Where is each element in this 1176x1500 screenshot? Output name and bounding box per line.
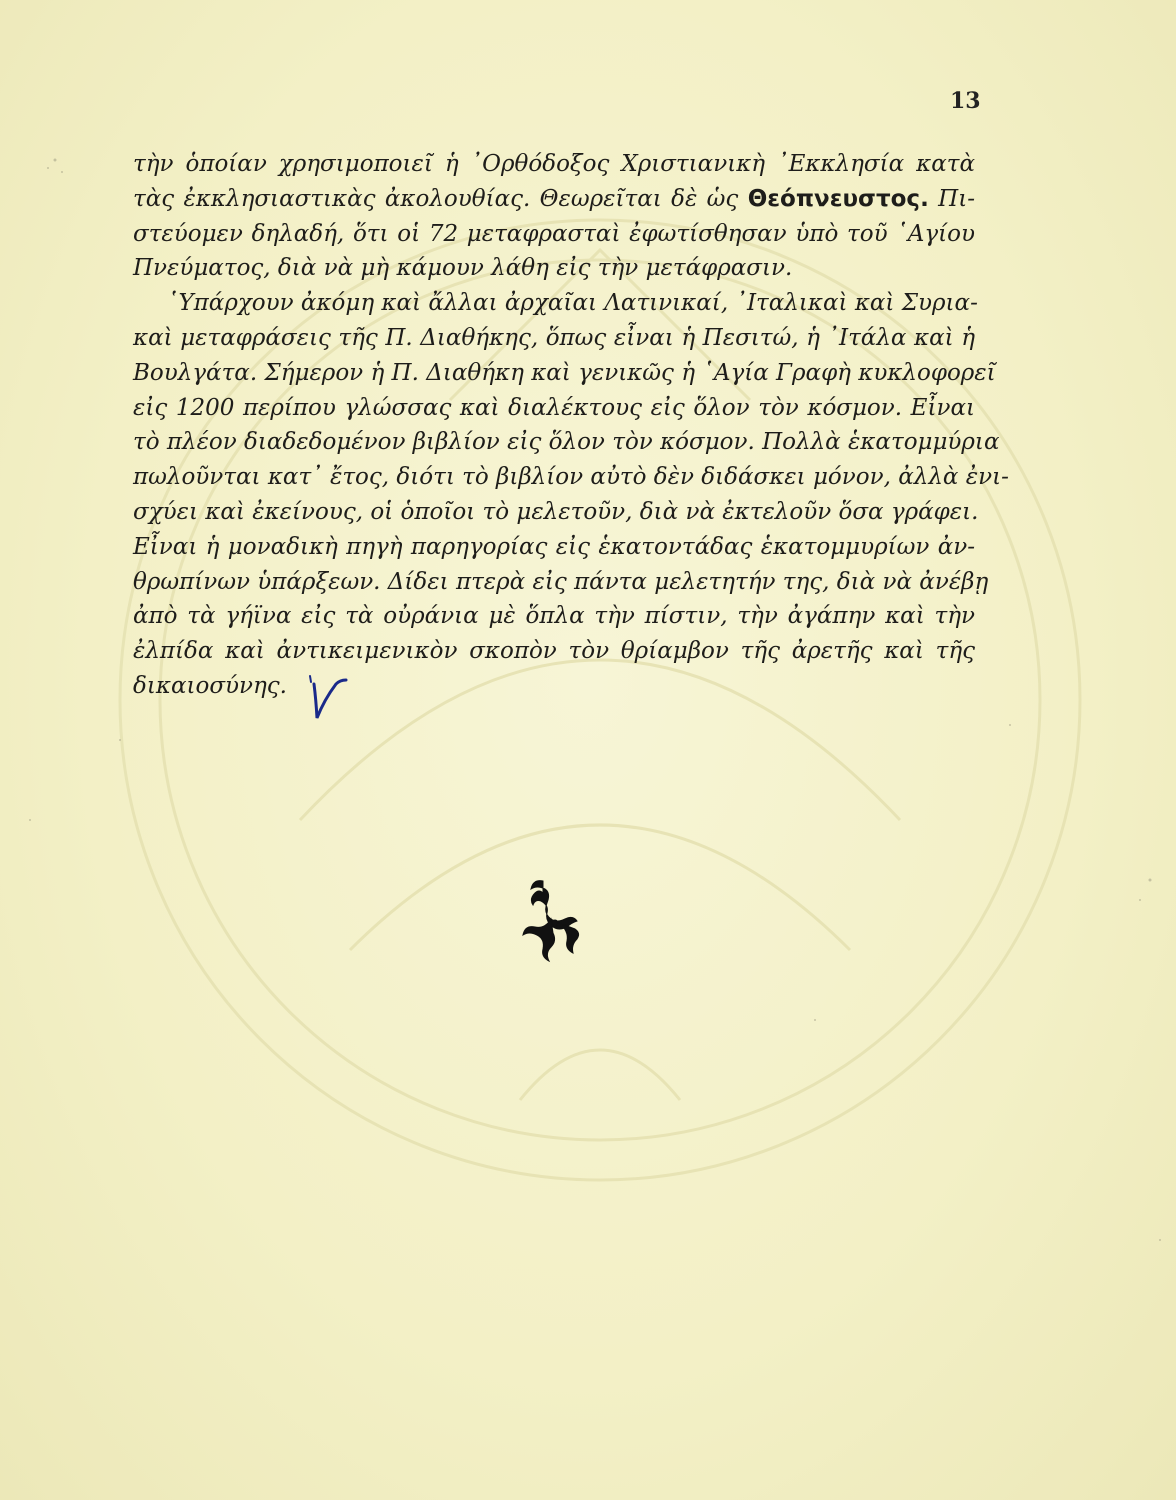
text-line bbox=[133, 182, 975, 217]
text-line: πωλοῦνται κατ᾿ ἔτος, διότι τὸ βιβλίον αὐτὸ δὲν διδάσκει μόνον, ἀλλὰ ἐνι- bbox=[133, 464, 1009, 491]
hyphenated-tail: Πι- bbox=[938, 185, 976, 212]
text-line: στεύομεν δηλαδή, ὅτι οἱ 72 μεταφρασταὶ ἐφωτίσθησαν ὑπὸ τοῦ ῾Αγίου bbox=[133, 220, 975, 247]
text-line: ἐλπίδα καὶ ἀντικειμενικὸν σκοπὸν τὸν θρίαμβον τῆς ἀρετῆς καὶ τῆς bbox=[133, 638, 975, 665]
text-line: τὴν ὁποίαν χρησιμοποιεῖ ἡ ᾿Ορθόδοξος Χριστιανικὴ ᾿Εκκλησία κατὰ bbox=[133, 151, 975, 177]
text-line: ῾Υπάρχουν ἀκόμη καὶ ἄλλαι ἀρχαῖαι Λατινικαί, ᾿Ιταλικαὶ καὶ Συρια- bbox=[167, 290, 978, 317]
text-line: δικαιοσύνης. bbox=[133, 672, 287, 699]
floral-ornament-icon bbox=[515, 875, 585, 965]
text-line: Πνεύματος, διὰ νὰ μὴ κάμουν λάθη εἰς τὴν μετάφρασιν. bbox=[133, 255, 793, 282]
paragraph-1 bbox=[133, 147, 975, 286]
paragraph-2 bbox=[133, 286, 1009, 704]
text-line: Εἶναι ἡ μοναδικὴ πηγὴ παρηγορίας εἰς ἑκατοντάδας ἑκατομμυρίων ἀν- bbox=[133, 533, 975, 560]
text-line: εἰς 1200 περίπου γλώσσας καὶ διαλέκτους εἰς ὅλον τὸν κόσμον. Εἶναι bbox=[133, 394, 975, 421]
check-mark-icon bbox=[302, 670, 362, 730]
text-line: καὶ μεταφράσεις τῆς Π. Διαθήκης, ὅπως εἶναι ἡ Πεσιτώ, ἡ ᾿Ιτάλα καὶ ἡ bbox=[133, 324, 975, 351]
body-text bbox=[133, 147, 1009, 704]
text-line-part: τὰς ἐκκλησιαστικὰς ἀκολουθίας. Θεωρεῖται δὲ ὡς bbox=[133, 185, 739, 212]
emphasized-term: Θεόπνευστος. bbox=[747, 185, 929, 212]
text-line: ἀπὸ τὰ γήϊνα εἰς τὰ οὐράνια μὲ ὅπλα τὴν πίστιν, τὴν ἀγάπην καὶ τὴν bbox=[133, 603, 975, 630]
text-line: τὸ πλέον διαδεδομένον βιβλίον εἰς ὅλον τὸν κόσμον. Πολλὰ ἑκατομμύρια bbox=[133, 429, 1000, 456]
text-line: Βουλγάτα. Σήμερον ἡ Π. Διαθήκη καὶ γενικῶς ἡ ῾Αγία Γραφὴ κυκλοφορεῖ bbox=[133, 359, 996, 386]
page-number: 13 bbox=[950, 88, 981, 114]
text-line: θρωπίνων ὑπάρξεων. Δίδει πτερὰ εἰς πάντα μελετητήν της, διὰ νὰ ἀνέβῃ bbox=[133, 568, 989, 595]
text-line: σχύει καὶ ἐκείνους, οἱ ὁποῖοι τὸ μελετοῦν, διὰ νὰ ἐκτελοῦν ὅσα γράφει. bbox=[133, 498, 979, 525]
